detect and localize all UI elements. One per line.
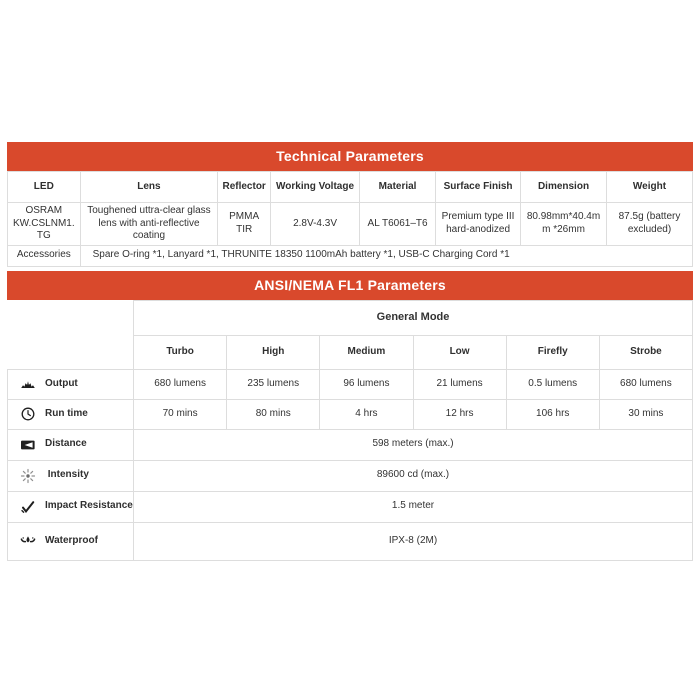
- output-row: [8, 369, 693, 399]
- runtime-turbo: 70 mins: [134, 399, 227, 429]
- col-header-surface-finish: Surface Finish: [436, 172, 521, 203]
- value-reflector: PMMA TIR: [218, 203, 271, 246]
- intensity-target-icon: [20, 468, 36, 484]
- intensity-row: [8, 460, 693, 491]
- beam-distance-icon: [20, 437, 36, 453]
- mode-header-turbo: Turbo: [134, 335, 227, 369]
- general-mode-row: [8, 300, 693, 335]
- impact-resistance-label-cell: [8, 491, 134, 522]
- impact-resistance-row: [8, 491, 693, 522]
- output-turbo: 680 lumens: [134, 369, 227, 399]
- value-lens: Toughened uttra-clear glass lens with anti-reflective coating: [80, 203, 218, 246]
- runtime-row: [8, 399, 693, 429]
- value-working-voltage: 2.8V-4.3V: [271, 203, 360, 246]
- technical-header-row: [8, 172, 693, 203]
- value-material: AL T6061–T6: [360, 203, 436, 246]
- mode-header-medium: Medium: [320, 335, 413, 369]
- value-surface-finish: Premium type III hard-anodized: [436, 203, 521, 246]
- col-header-led: LED: [8, 172, 81, 203]
- output-label: Output: [45, 377, 78, 389]
- distance-label-cell: [8, 429, 134, 460]
- waterproof-value: IPX-8 (2M): [134, 522, 693, 560]
- technical-parameters-title: Technical Parameters: [276, 148, 424, 164]
- col-header-dimension: Dimension: [521, 172, 607, 203]
- runtime-strobe: 30 mins: [599, 399, 692, 429]
- intensity-label-cell: [8, 460, 134, 491]
- water-splash-icon: [20, 533, 36, 549]
- accessories-row: [8, 245, 693, 266]
- value-led: OSRAM KW.CSLNM1.TG: [8, 203, 81, 246]
- runtime-high: 80 mins: [227, 399, 320, 429]
- technical-parameters-title-bar: [7, 142, 693, 171]
- spec-content: [7, 142, 693, 561]
- intensity-label: Intensity: [47, 469, 89, 481]
- output-low: 21 lumens: [413, 369, 506, 399]
- output-firefly: 0.5 lumens: [506, 369, 599, 399]
- impact-resistance-value: 1.5 meter: [134, 491, 693, 522]
- blank-corner-cell: [8, 300, 134, 369]
- fl1-parameters-title: ANSI/NEMA FL1 Parameters: [254, 276, 446, 293]
- output-medium: 96 lumens: [320, 369, 413, 399]
- intensity-value: 89600 cd (max.): [134, 460, 693, 491]
- technical-parameters-table: [7, 171, 693, 267]
- general-mode-header: General Mode: [134, 300, 693, 335]
- output-label-cell: [8, 369, 134, 399]
- fl1-parameters-table: [7, 300, 693, 561]
- runtime-label-cell: [8, 399, 134, 429]
- col-header-material: Material: [360, 172, 436, 203]
- runtime-firefly: 106 hrs: [506, 399, 599, 429]
- output-strobe: 680 lumens: [599, 369, 692, 399]
- value-dimension: 80.98mm*40.4mm *26mm: [521, 203, 607, 246]
- checkmark-icon: [20, 499, 36, 515]
- accessories-value: Spare O-ring *1, Lanyard *1, THRUNITE 18350 1100mAh battery *1, USB-C Charging Cord *1: [80, 245, 692, 266]
- distance-value: 598 meters (max.): [134, 429, 693, 460]
- waterproof-label: Waterproof: [45, 534, 98, 546]
- waterproof-row: [8, 522, 693, 560]
- mode-header-low: Low: [413, 335, 506, 369]
- mode-header-high: High: [227, 335, 320, 369]
- col-header-weight: Weight: [606, 172, 692, 203]
- output-high: 235 lumens: [227, 369, 320, 399]
- distance-label: Distance: [45, 438, 87, 450]
- sunburst-icon: [20, 376, 36, 392]
- mode-header-firefly: Firefly: [506, 335, 599, 369]
- col-header-reflector: Reflector: [218, 172, 271, 203]
- runtime-low: 12 hrs: [413, 399, 506, 429]
- col-header-lens: Lens: [80, 172, 218, 203]
- runtime-medium: 4 hrs: [320, 399, 413, 429]
- value-weight: 87.5g (battery excluded): [606, 203, 692, 246]
- mode-header-strobe: Strobe: [599, 335, 692, 369]
- distance-row: [8, 429, 693, 460]
- clock-icon: [20, 406, 36, 422]
- col-header-working-voltage: Working Voltage: [271, 172, 360, 203]
- runtime-label: Run time: [45, 407, 88, 419]
- impact-resistance-label: Impact Resistance: [45, 500, 133, 512]
- fl1-parameters-title-bar: [7, 271, 693, 300]
- accessories-label: Accessories: [8, 245, 81, 266]
- technical-values-row: [8, 203, 693, 246]
- waterproof-label-cell: [8, 522, 134, 560]
